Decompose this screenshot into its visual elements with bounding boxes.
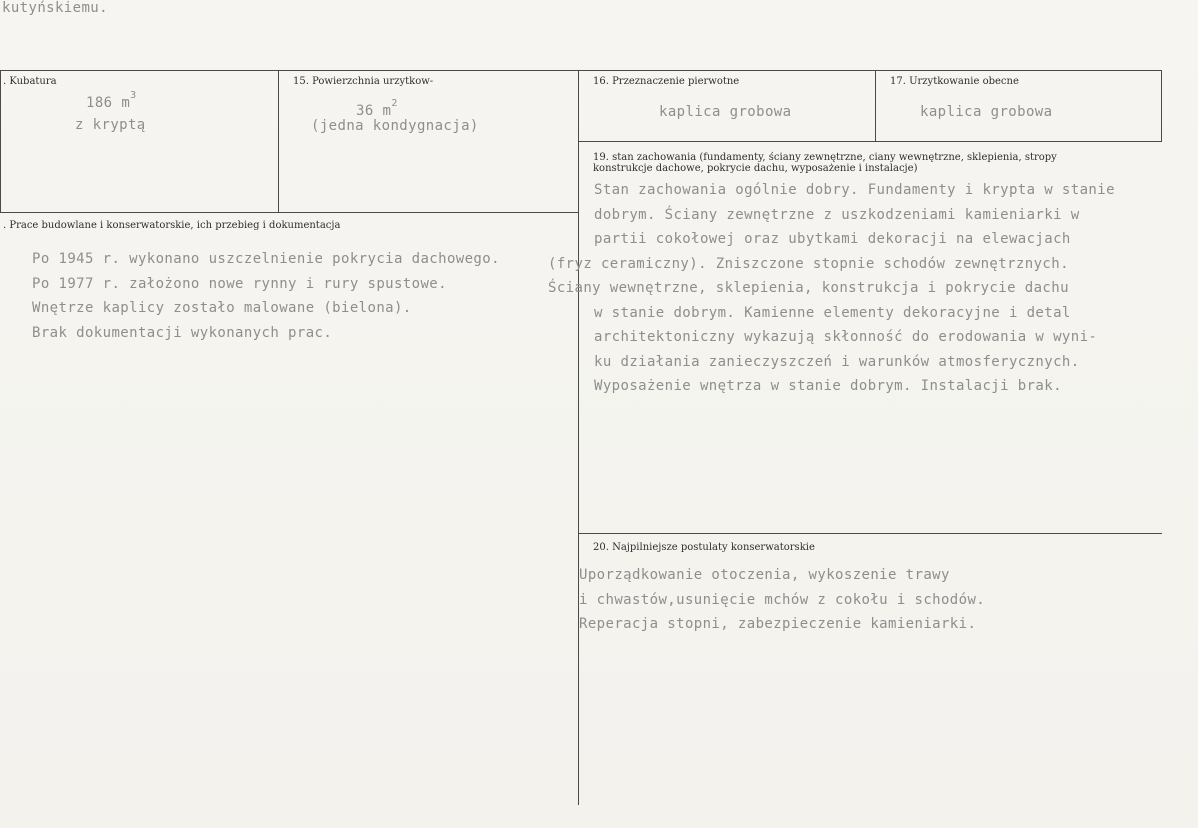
- stan-line: (fryz ceramiczny). Zniszczone stopnie schodów zewnętrznych.: [548, 255, 1069, 272]
- grid-line-top: [0, 70, 1162, 71]
- przeznaczenie-label: 16. Przeznaczenie pierwotne: [593, 76, 740, 87]
- stan-line: architektoniczny wykazują skłonność do erodowania w wyni-: [594, 329, 1098, 345]
- grid-line-center: [578, 70, 579, 805]
- uzytkowanie-value: kaplica grobowa: [920, 104, 1053, 120]
- stan-line: partii cokołowej oraz ubytkami dekoracji na elewacjach: [594, 231, 1071, 247]
- stan-line: Wyposażenie wnętrza w stanie dobrym. Instalacji brak.: [594, 378, 1062, 394]
- postulaty-line: Reperacja stopni, zabezpieczenie kamieniarki.: [579, 616, 977, 632]
- grid-line-right-mid: [578, 141, 1162, 142]
- powierzchnia-note: (jedna kondygnacja): [311, 118, 479, 134]
- stan-line: Stan zachowania ogólnie dobry. Fundamenty i krypta w stanie: [594, 182, 1115, 198]
- kubatura-value: 186 $m^3$: [86, 90, 137, 111]
- powierzchnia-label: 15. Powierzchnia urzytkow-: [293, 76, 434, 87]
- grid-line-right-edge: [1161, 70, 1162, 141]
- stan-line: dobrym. Ściany zewnętrzne z uszkodzeniami kamieniarki w: [594, 206, 1080, 223]
- postulaty-line: Uporządkowanie otoczenia, wykoszenie trawy: [579, 567, 950, 583]
- prace-label: . Prace budowlane i konserwatorskie, ich przebieg i dokumentacja: [3, 220, 341, 231]
- stan-line: Ściany wewnętrzne, sklepienia, konstrukcja i pokrycie dachu: [548, 280, 1069, 296]
- przeznaczenie-value: kaplica grobowa: [659, 104, 792, 120]
- grid-line-left-mid: [0, 212, 578, 213]
- stan-label-line2: konstrukcje dachowe, pokrycie dachu, wyposażenie i instalacje): [593, 163, 918, 174]
- powierzchnia-value: 36 $m^2$: [356, 98, 398, 119]
- prace-text: [32, 247, 500, 345]
- stan-line: w stanie dobrym. Kamienne elementy dekoracyjne i detal: [594, 304, 1071, 321]
- prace-line: Wnętrze kaplicy zostało malowane (bielona).: [32, 300, 412, 316]
- stan-line: ku działania zanieczyszczeń i warunków atmosferycznych.: [594, 353, 1080, 370]
- stan-text: [548, 178, 1115, 399]
- grid-line-col1: [278, 70, 279, 212]
- prace-line: Po 1977 r. założono nowe rynny i rury spustowe.: [32, 275, 447, 292]
- grid-line-col3: [875, 70, 876, 141]
- top-text: kutyńskiemu.: [2, 0, 108, 16]
- grid-line-right-low: [578, 533, 1162, 534]
- postulaty-text: [579, 563, 985, 637]
- postulaty-label: 20. Najpilniejsze postulaty konserwatorskie: [593, 542, 815, 553]
- kubatura-label: . Kubatura: [3, 76, 57, 87]
- uzytkowanie-label: 17. Urzytkowanie obecne: [890, 76, 1019, 87]
- kubatura-note: z kryptą: [75, 117, 146, 133]
- stan-label-line1: 19. stan zachowania (fundamenty, ściany zewnętrzne, ciany wewnętrzne, sklepienia, stropy: [593, 152, 1057, 163]
- grid-line-left-edge: [0, 70, 1, 212]
- postulaty-line: i chwastów,usunięcie mchów z cokołu i schodów.: [579, 591, 986, 608]
- prace-line: Brak dokumentacji wykonanych prac.: [32, 324, 333, 341]
- prace-line: Po 1945 r. wykonano uszczelnienie pokrycia dachowego.: [32, 251, 500, 267]
